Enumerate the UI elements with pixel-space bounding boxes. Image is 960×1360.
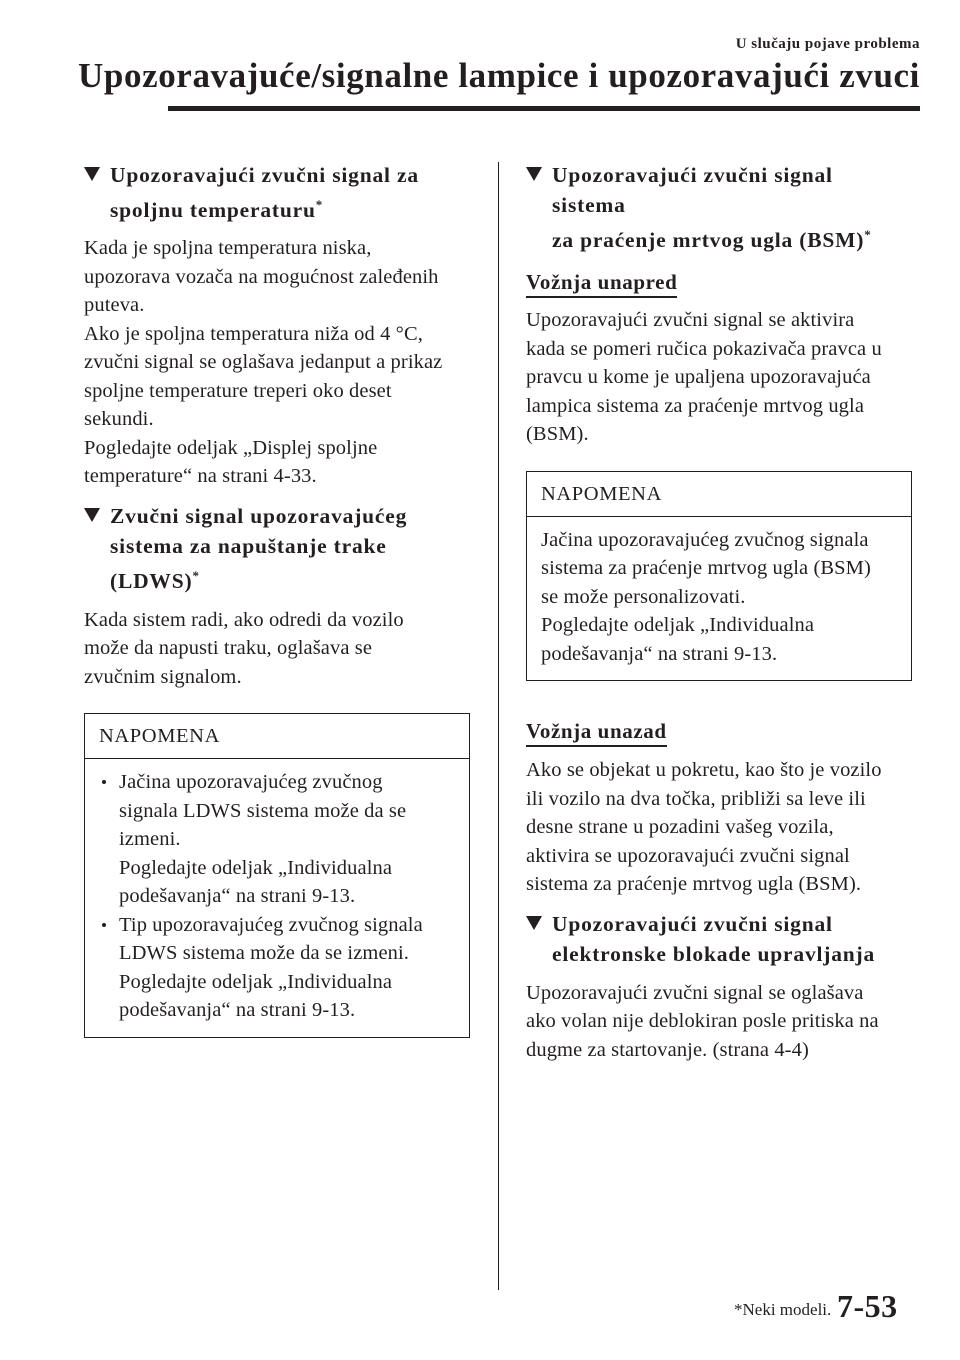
- heading-bsm: [526, 160, 912, 255]
- text-line: dugme za startovanje. (strana 4-4): [526, 1038, 809, 1061]
- text-line: desne strane u pozadini vašeg vozila,: [526, 816, 834, 839]
- paragraph-forward: [526, 306, 912, 449]
- note-bullet: [99, 911, 455, 1025]
- heading-outside-temperature: [84, 160, 470, 225]
- section-label: U slučaju pojave problema: [735, 36, 920, 52]
- text-line: aktivira se upozoravajući zvučni signal: [526, 844, 850, 867]
- text-line: ili vozilo na dva točka, približi sa leve ili: [526, 787, 866, 810]
- text-line: sistema za praćenje mrtvog ugla (BSM): [541, 557, 871, 580]
- page-number: 7-53: [837, 1288, 898, 1324]
- subheading-reverse: Vožnja unazad: [526, 717, 667, 747]
- heading-line: sistema za napuštanje trake: [110, 533, 387, 558]
- text-line: signala LDWS sistema može da se: [119, 799, 407, 822]
- text-line: temperature“ na strani 4-33.: [84, 465, 317, 488]
- text-line: podešavanja“ na strani 9-13.: [119, 999, 356, 1022]
- text-line: Kada sistem radi, ako odredi da vozilo: [84, 608, 404, 631]
- text-line: Ako je spoljna temperatura niža od 4 °C,: [84, 322, 423, 345]
- text-line: sistema za praćenje mrtvog ugla (BSM).: [526, 873, 862, 896]
- heading-line: Upozoravajući zvučni signal sistema: [552, 163, 833, 217]
- note-box-bsm: [526, 471, 912, 682]
- text-line: lampica sistema za praćenje mrtvog ugla: [526, 394, 865, 417]
- text-line: LDWS sistema može da se izmeni.: [119, 942, 410, 965]
- text-line: Ako se objekat u pokretu, kao što je vozilo: [526, 759, 882, 782]
- text-line: puteva.: [84, 294, 145, 317]
- text-line: kada se pomeri ručica pokazivača pravca u: [526, 337, 882, 360]
- text-line: Pogledajte odeljak „Individualna: [119, 970, 393, 993]
- left-column: [84, 160, 470, 1038]
- note-box-ldws: [84, 713, 470, 1038]
- text-line: podešavanja“ na strani 9-13.: [119, 885, 356, 908]
- note-text: [541, 526, 897, 669]
- text-line: spoljne temperature treperi oko deset: [84, 379, 392, 402]
- triangle-marker-icon: [526, 167, 542, 181]
- heading-asterisk: *: [315, 197, 324, 212]
- text-line: Pogledajte odeljak „Displej spoljne: [84, 436, 378, 459]
- header-rule: [168, 106, 920, 111]
- heading-line: Zvučni signal upozoravajućeg: [110, 503, 408, 528]
- text-line: upozorava vozača na mogućnost zaleđenih: [84, 265, 439, 288]
- footnote: *Neki modeli.: [734, 1300, 832, 1319]
- text-line: Pogledajte odeljak „Individualna: [119, 856, 393, 879]
- text-line: sekundi.: [84, 408, 154, 431]
- text-line: Tip upozoravajućeg zvučnog signala: [119, 913, 423, 936]
- triangle-marker-icon: [526, 916, 542, 930]
- bullet-dot-icon: [102, 923, 106, 927]
- paragraph-reverse: [526, 756, 912, 899]
- text-line: Jačina upozoravajućeg zvučnog: [119, 771, 383, 794]
- text-line: pravcu u kome je upaljena upozoravajuća: [526, 366, 871, 389]
- text-line: se može personalizovati.: [541, 585, 746, 608]
- heading-steering-lock: [526, 909, 912, 969]
- triangle-marker-icon: [84, 167, 100, 181]
- text-line: zvučnim signalom.: [84, 665, 242, 688]
- heading-text: Upozoravajući zvučni signal za spoljnu temperaturu: [110, 163, 419, 223]
- heading-line: (LDWS): [110, 568, 193, 593]
- heading-ldws: [84, 501, 470, 596]
- heading-asterisk: *: [864, 227, 872, 242]
- heading-line: za praćenje mrtvog ugla (BSM): [552, 228, 865, 253]
- paragraph-steering-lock: [526, 979, 912, 1065]
- text-line: zvučni signal se oglašava jedanput a prikaz: [84, 351, 443, 374]
- note-body: [527, 517, 911, 681]
- text-line: Pogledajte odeljak „Individualna: [541, 614, 815, 637]
- text-line: Upozoravajući zvučni signal se aktivira: [526, 309, 855, 332]
- column-divider: [498, 162, 499, 1290]
- note-bullet: [99, 768, 455, 911]
- heading-line: elektronske blokade upravljanja: [552, 941, 876, 966]
- text-line: Upozoravajući zvučni signal se oglašava: [526, 981, 864, 1004]
- paragraph-outside-temperature: [84, 234, 470, 491]
- text-line: podešavanja“ na strani 9-13.: [541, 642, 778, 665]
- text-line: Kada je spoljna temperatura niska,: [84, 237, 372, 260]
- text-line: izmeni.: [119, 828, 181, 851]
- heading-line: Upozoravajući zvučni signal: [552, 911, 833, 936]
- right-column: [526, 160, 912, 1064]
- heading-asterisk: *: [192, 567, 200, 583]
- triangle-marker-icon: [84, 508, 100, 522]
- text-line: može da napusti traku, oglašava se: [84, 637, 373, 660]
- subheading-forward: Vožnja unapred: [526, 268, 677, 298]
- page-title: Upozoravajuće/signalne lampice i upozoravajući zvuci: [78, 56, 920, 95]
- note-title: NAPOMENA: [85, 714, 469, 759]
- text-line: Jačina upozoravajućeg zvučnog signala: [541, 528, 869, 551]
- text-line: (BSM).: [526, 423, 589, 446]
- text-line: ako volan nije deblokiran posle pritiska na: [526, 1010, 879, 1033]
- note-title: NAPOMENA: [527, 472, 911, 517]
- bullet-dot-icon: [102, 780, 106, 784]
- paragraph-ldws: [84, 606, 470, 692]
- note-body: [85, 759, 469, 1037]
